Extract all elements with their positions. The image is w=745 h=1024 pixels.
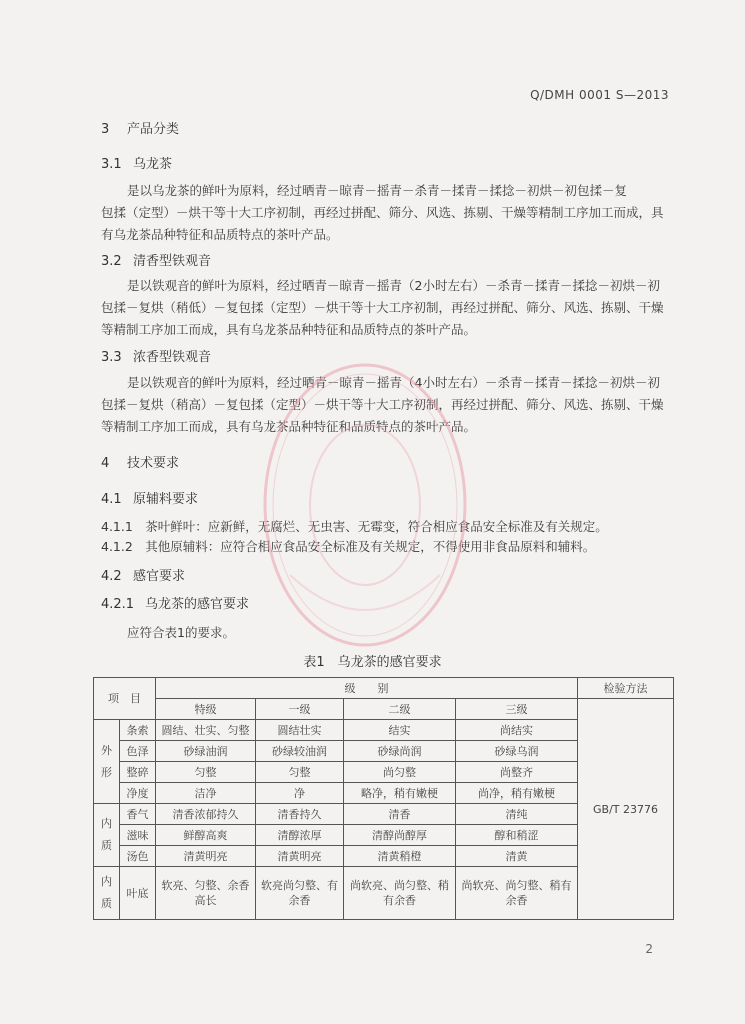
group-label: 内 质 — [94, 804, 120, 867]
value-cell: 清香浓郁持久 — [156, 804, 256, 825]
section-3-3-heading — [101, 346, 211, 365]
value-cell: 尚整齐 — [456, 762, 578, 783]
value-cell: 尚净，稍有嫩梗 — [456, 783, 578, 804]
table-grade-row — [94, 699, 674, 720]
value-cell: 匀整 — [156, 762, 256, 783]
section-title: 乌龙茶 — [133, 157, 173, 172]
clause-4-1-2: 4.1.2 其他原辅料：应符合相应食品安全标准及有关规定，不得使用非食品原料和辅料。 — [101, 539, 596, 554]
page-number: 2 — [645, 942, 653, 956]
section-4-2-heading — [101, 565, 185, 584]
group-label: 内 质 — [94, 867, 120, 920]
value-cell: 清黄稍橙 — [344, 846, 456, 867]
section-title: 乌龙茶的感官要求 — [145, 597, 250, 612]
value-cell: 砂绿乌润 — [456, 741, 578, 762]
value-cell: 砂绿尚润 — [344, 741, 456, 762]
factor-cell: 滋味 — [120, 825, 156, 846]
paragraph-line: 是以乌龙茶的鲜叶为原料，经过晒青－晾青－摇青－杀青－揉青－揉捻－初烘－初包揉－复 — [127, 183, 628, 198]
value-cell: 鲜醇高爽 — [156, 825, 256, 846]
value-cell: 尚结实 — [456, 720, 578, 741]
value-cell: 圆结、壮实、匀整 — [156, 720, 256, 741]
sensory-requirements-table — [93, 677, 674, 920]
value-cell: 清醇尚醇厚 — [344, 825, 456, 846]
section-3-1-paragraph — [101, 180, 671, 246]
header-method: 检验方法 — [578, 678, 674, 699]
paragraph-line: 包揉（定型）－烘干等十大工序初制，再经过拼配、筛分、风选、拣剔、干燥等精制工序加工而成，具 — [101, 205, 664, 220]
factor-cell: 净度 — [120, 783, 156, 804]
section-number: 3.1 — [101, 157, 122, 172]
value-cell: 尚匀整 — [344, 762, 456, 783]
section-title: 浓香型铁观音 — [133, 350, 212, 365]
section-number: 4.1 — [101, 492, 122, 507]
paragraph-line: 有乌龙茶品种特征和品质特点的茶叶产品。 — [101, 227, 339, 242]
factor-cell: 整碎 — [120, 762, 156, 783]
header-item: 项 目 — [94, 678, 156, 720]
paragraph-line: 是以铁观音的鲜叶为原料，经过晒青－晾青－摇青（2小时左右）－杀青－揉青－揉捻－初烘－初 — [127, 278, 660, 293]
value-cell: 匀整 — [256, 762, 344, 783]
section-3-heading — [101, 118, 179, 137]
section-title: 原辅料要求 — [133, 492, 199, 507]
value-cell: 清黄 — [456, 846, 578, 867]
table-header-row — [94, 678, 674, 699]
header-grade: 级 别 — [156, 678, 578, 699]
section-title: 产品分类 — [127, 122, 180, 137]
value-cell: 清黄明亮 — [256, 846, 344, 867]
section-number: 4.2 — [101, 569, 122, 584]
value-cell: 净 — [256, 783, 344, 804]
paragraph-line: 等精制工序加工而成，具有乌龙茶品种特征和品质特点的茶叶产品。 — [101, 419, 477, 434]
value-cell: 清纯 — [456, 804, 578, 825]
value-cell: 尚软亮、尚匀整、稍有余香 — [344, 867, 456, 920]
value-cell: 略净，稍有嫩梗 — [344, 783, 456, 804]
section-number: 3 — [101, 122, 110, 137]
value-cell: 尚软亮、尚匀整、稍有余香 — [456, 867, 578, 920]
section-3-3-paragraph — [101, 372, 671, 438]
value-cell: 圆结壮实 — [256, 720, 344, 741]
clause-4-1-1: 4.1.1 茶叶鲜叶：应新鲜，无腐烂、无虫害、无霉变，符合相应食品安全标准及有关规定。 — [101, 519, 608, 534]
standard-number: Q/DMH 0001 S—2013 — [530, 88, 669, 102]
paragraph-line: 包揉－复烘（稍低）－复包揉（定型）－烘干等十大工序初制，再经过拼配、筛分、风选、拣剔、干燥 — [101, 300, 664, 315]
value-cell: 软亮尚匀整、有余香 — [256, 867, 344, 920]
section-3-1-heading — [101, 153, 172, 172]
paragraph-line: 等精制工序加工而成，具有乌龙茶品种特征和品质特点的茶叶产品。 — [101, 322, 477, 337]
section-3-2-heading — [101, 250, 211, 269]
section-4-heading — [101, 452, 179, 471]
section-title: 技术要求 — [127, 456, 180, 471]
value-cell: 清黄明亮 — [156, 846, 256, 867]
factor-cell: 汤色 — [120, 846, 156, 867]
grade-cell: 二级 — [344, 699, 456, 720]
paragraph-line: 是以铁观音的鲜叶为原料，经过晒青－晾青－摇青（4小时左右）－杀青－揉青－揉捻－初烘－初 — [127, 375, 660, 390]
section-number: 3.2 — [101, 254, 122, 269]
grade-cell: 一级 — [256, 699, 344, 720]
section-4-2-1-heading — [101, 593, 249, 612]
factor-cell: 色泽 — [120, 741, 156, 762]
value-cell: 洁净 — [156, 783, 256, 804]
section-3-2-paragraph — [101, 275, 671, 341]
paragraph-line: 包揉－复烘（稍高）－复包揉（定型）－烘干等十大工序初制，再经过拼配、筛分、风选、拣剔、干燥 — [101, 397, 664, 412]
section-number: 4 — [101, 456, 110, 471]
factor-cell: 香气 — [120, 804, 156, 825]
value-cell: 醇和稍涩 — [456, 825, 578, 846]
value-cell: 砂绿油润 — [156, 741, 256, 762]
section-title: 感官要求 — [133, 569, 186, 584]
table-caption: 表1 乌龙茶的感官要求 — [303, 655, 442, 670]
section-number: 4.2.1 — [101, 597, 135, 612]
section-title: 清香型铁观音 — [133, 254, 212, 269]
section-number: 3.3 — [101, 350, 122, 365]
table-reference-text: 应符合表1的要求。 — [127, 625, 235, 640]
value-cell: 软亮、匀整、余香高长 — [156, 867, 256, 920]
value-cell: 清香 — [344, 804, 456, 825]
value-cell: 清醇浓厚 — [256, 825, 344, 846]
factor-cell: 条索 — [120, 720, 156, 741]
grade-cell: 特级 — [156, 699, 256, 720]
value-cell: 清香持久 — [256, 804, 344, 825]
grade-cell: 三级 — [456, 699, 578, 720]
method-cell: GB/T 23776 — [578, 699, 674, 920]
value-cell: 砂绿较油润 — [256, 741, 344, 762]
section-4-1-heading — [101, 488, 198, 507]
factor-cell: 叶底 — [120, 867, 156, 920]
group-label: 外 形 — [94, 720, 120, 804]
value-cell: 结实 — [344, 720, 456, 741]
